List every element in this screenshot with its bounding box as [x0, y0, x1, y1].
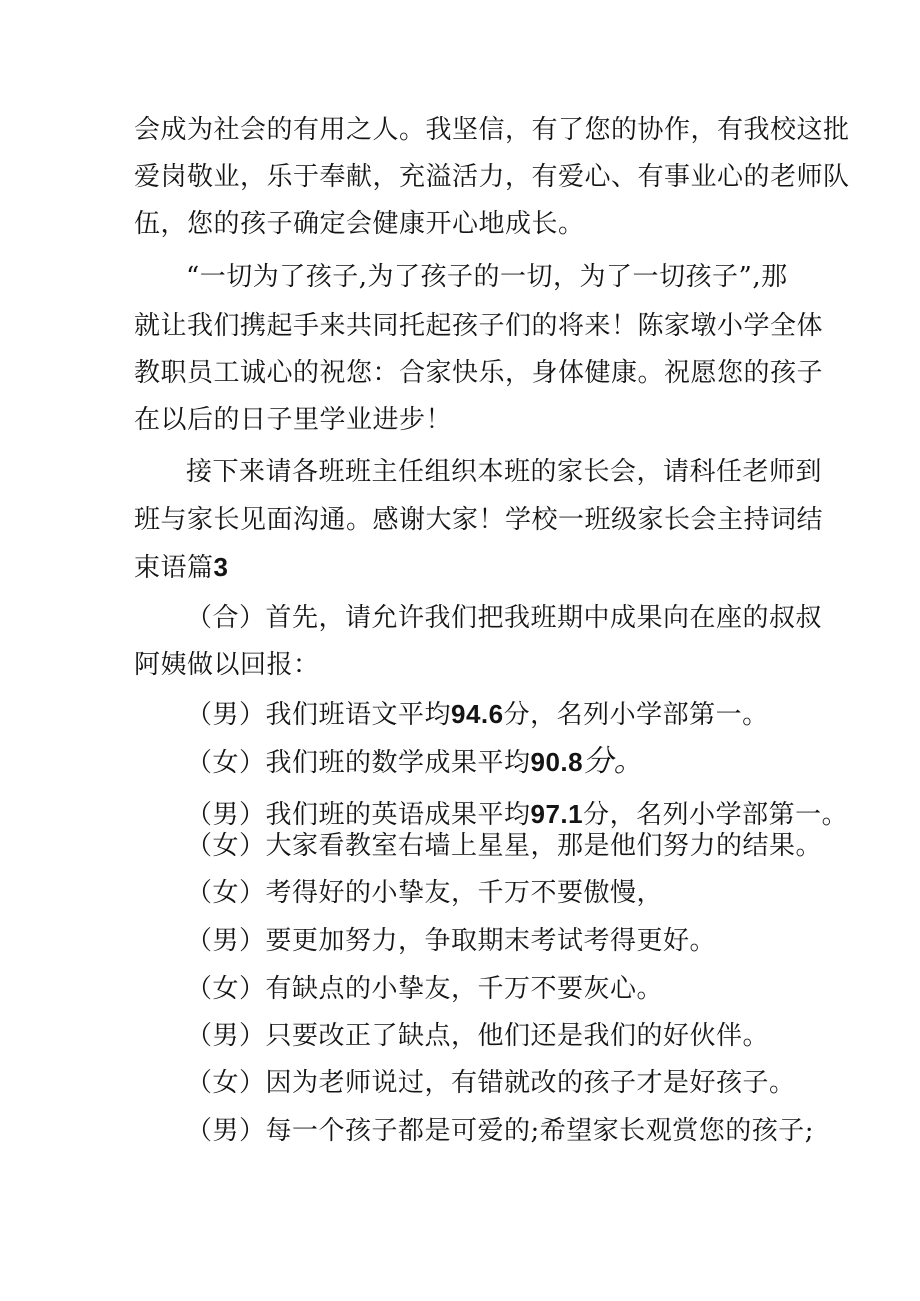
dialogue-line-2	[186, 745, 644, 780]
dialogue-3-score: 97.1	[530, 799, 584, 829]
dialogue-1-suffix: 分，名列小学部第一。	[503, 700, 769, 730]
paragraph-3-line-1: 接下来请各班班主任组织本班的家长会，请科任老师到	[186, 457, 823, 487]
dialogue-line-10: （男）每一个孩子都是可爱的;希望家长观赏您的孩子;	[186, 1116, 815, 1146]
paragraph-3-line-2: 班与家长见面沟通。感谢大家！学校一班级家长会主持词结	[134, 505, 824, 535]
dialogue-1-prefix: （男）我们班语文平均	[186, 700, 452, 730]
dialogue-line-8: （男）只要改正了缺点，他们还是我们的好伙伴。	[186, 1021, 770, 1051]
paragraph-2-line-2: 就让我们携起手来共同托起孩子们的将来！陈家墩小学全体	[134, 311, 824, 341]
paragraph-1-line-1: 会成为社会的有用之人。我坚信，有了您的协作，有我校这批	[134, 115, 850, 145]
dialogue-line-6: （男）要更加努力，争取期末考试考得更好。	[186, 926, 717, 956]
paragraph-3-heading-number: 3	[213, 552, 229, 582]
dialogue-line-4: （女）大家看教室右墙上星星，那是他们努力的结果。	[186, 831, 823, 861]
dialogue-line-9: （女）因为老师说过，有错就改的孩子才是好孩子。	[186, 1068, 796, 1098]
paragraph-3-heading-text: 束语篇	[134, 553, 214, 583]
paragraph-2-line-4: 在以后的日子里学业进步！	[134, 405, 453, 435]
dialogue-2-suffix: 分。	[583, 744, 645, 779]
dialogue-line-1	[186, 697, 769, 732]
dialogue-line-5: （女）考得好的小挚友，千万不要傲慢，	[186, 878, 664, 908]
dialogue-2-score: 90.8	[530, 747, 584, 777]
paragraph-2-line-3: 教职员工诚心的祝您：合家快乐，身体健康。祝愿您的孩子	[134, 358, 824, 388]
dialogue-3-prefix: （男）我们班的英语成果平均	[186, 800, 531, 830]
dialogue-line-3	[186, 797, 848, 832]
dialogue-2-prefix: （女）我们班的数学成果平均	[186, 748, 531, 778]
paragraph-4-line-2: 阿姨做以回报：	[134, 650, 320, 680]
paragraph-3-line-3	[134, 550, 228, 585]
paragraph-4-line-1: （合）首先，请允许我们把我班期中成果向在座的叔叔	[186, 603, 823, 633]
dialogue-line-7: （女）有缺点的小挚友，千万不要灰心。	[186, 974, 664, 1004]
paragraph-1-line-3: 伍，您的孩子确定会健康开心地成长。	[134, 209, 585, 239]
dialogue-1-score: 94.6	[451, 699, 504, 729]
dialogue-3-suffix: 分，名列小学部第一。	[583, 800, 849, 830]
paragraph-1-line-2: 爱岗敬业，乐于奉献，充溢活力，有爱心、有事业心的老师队	[134, 162, 850, 192]
paragraph-2-line-1: “一切为了孩子,为了孩子的一切，为了一切孩子”,那	[186, 262, 788, 292]
